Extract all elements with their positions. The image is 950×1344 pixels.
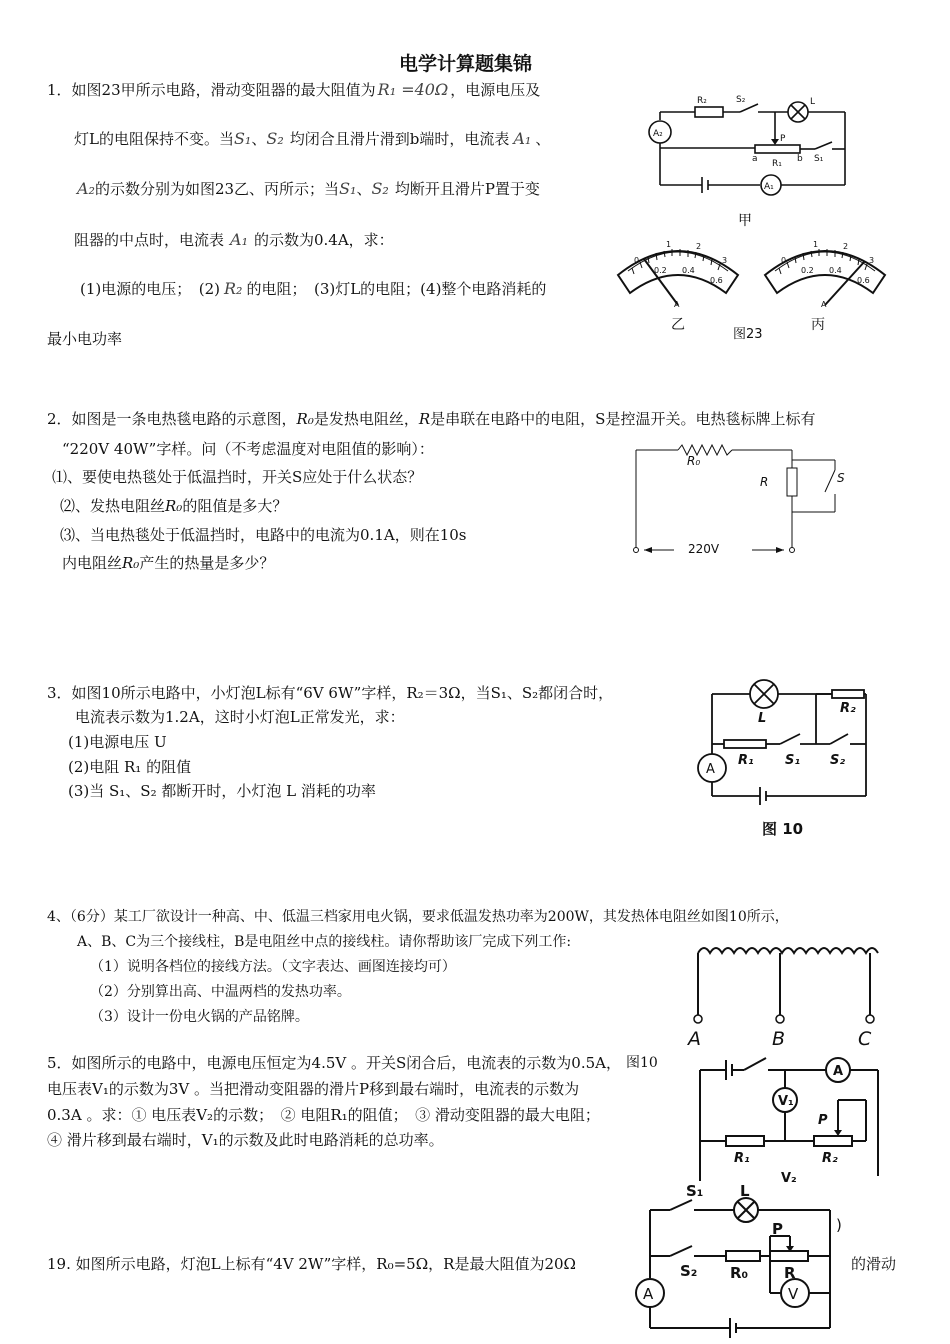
q5-line-3: 0.3A 。求：① 电压表V₂的示数； ② 电阻R₁的阻值； ③ 滑动变阻器的最大电阻； xyxy=(47,1106,600,1124)
bing-tick-06: 0.6 xyxy=(857,276,870,285)
fig23-label-yi: 乙 xyxy=(671,317,685,333)
fig10-q3-ammeter: A xyxy=(706,762,715,777)
bing-tick-02: 0.2 xyxy=(801,266,814,275)
yi-tick-04: 0.4 xyxy=(682,266,695,275)
q3-line-4: (2)电阻 R₁ 的阻值 xyxy=(68,758,192,776)
terminal-c-label: C xyxy=(858,1028,872,1050)
fig10-q3-r1: R₁ xyxy=(738,753,754,768)
fig-q19-s2: S₂ xyxy=(680,1262,698,1280)
q4-line-3: （1）说明各档位的接线方法。（文字表达、画图连接均可） xyxy=(90,959,456,975)
q3-line-5: (3)当 S₁、S₂ 都断开时，小灯泡 L 消耗的功率 xyxy=(68,782,376,800)
bing-tick-04: 0.4 xyxy=(829,266,842,275)
fig-q19-r: R xyxy=(784,1264,796,1282)
yi-tick-2: 2 xyxy=(696,242,702,251)
fig-q5-v1: V₁ xyxy=(778,1094,794,1109)
q5-line-4: ④ 滑片移到最右端时，V₁的示数及此时电路消耗的总功率。 xyxy=(47,1131,444,1149)
q3-line-3: (1)电源电压 U xyxy=(68,733,167,751)
fig10-q3-l: L xyxy=(758,711,767,726)
q1-line-6: 最小电功率 xyxy=(47,330,123,348)
fig-q5-ammeter: A xyxy=(833,1064,844,1079)
fig-q5-r1: R₁ xyxy=(734,1151,750,1166)
q19-line-1-end: 的滑动 xyxy=(851,1255,897,1273)
q4-line-2: A、B、C为三个接线柱，B是电阻丝中点的接线柱。请你帮助该厂完成下列工作: xyxy=(77,934,572,950)
q2-line-5: ⑶、当电热毯处于低温挡时，电路中的电流为0.1A，则在10s xyxy=(60,526,467,544)
q1-line-3: A₂的示数分别为如图23乙、丙所示；当S₁、S₂ 均断开且滑片P置于变 xyxy=(77,179,540,198)
q1-line-1: 1．如图23甲所示电路，滑动变阻器的最大阻值为 R₁ =40Ω ，电源电压及 xyxy=(47,80,541,99)
fig23-label-l: L xyxy=(810,97,816,107)
q4-line-5: （3）设计一份电火锅的产品铭牌。 xyxy=(90,1009,309,1025)
fig-blanket-r0: R₀ xyxy=(687,454,701,468)
fig-blanket-s: S xyxy=(837,471,845,485)
fig-q5-r2: R₂ xyxy=(822,1151,838,1166)
yi-tick-1: 1 xyxy=(666,240,672,249)
fig23-label-p: P xyxy=(780,134,786,144)
fig-q5-p: P xyxy=(818,1113,828,1128)
yi-tick-06: 0.6 xyxy=(710,276,723,285)
fig10-q3-s1: S₁ xyxy=(785,753,801,768)
q2-line-3: ⑴、要使电热毯处于低温挡时，开关S应处于什么状态？ xyxy=(52,468,423,486)
fig-q19-l: L xyxy=(740,1182,750,1200)
fig10-caption-overlay: 图10 xyxy=(626,1055,658,1071)
q1-line-2: 灯L的电阻保持不变。当S₁、S₂ 均闭合且滑片滑到b端时，电流表 A₁ 、 xyxy=(74,129,551,148)
yi-unit: A xyxy=(674,300,680,309)
fig23-label-b: b xyxy=(797,154,803,164)
yi-tick-3: 3 xyxy=(722,256,728,265)
fig-q19-p: P xyxy=(772,1220,783,1238)
fig23-caption: 图23 xyxy=(733,327,763,342)
bing-tick-2: 2 xyxy=(843,242,849,251)
ammeter-bing xyxy=(765,240,885,333)
fig23-label-r1: R₁ xyxy=(772,159,782,169)
fig10-q3-r2: R₂ xyxy=(840,701,856,716)
yi-tick-0: 0 xyxy=(634,256,640,265)
fig23-label-a2: A₂ xyxy=(653,129,663,139)
yi-tick-02: 0.2 xyxy=(654,266,667,275)
fig-q19-s1: S₁ xyxy=(686,1182,704,1200)
fig-q19-ammeter: A xyxy=(643,1285,654,1303)
q3-line-1: 3．如图10所示电路中，小灯泡L标有“6V 6W”字样，R₂＝3Ω，当S₁、S₂都闭合时， xyxy=(47,684,614,702)
bing-tick-1: 1 xyxy=(813,240,819,249)
fig23-label-bing: 丙 xyxy=(811,317,825,333)
fig-q5-v2: V₂ xyxy=(781,1171,797,1186)
fig10-q3-s2: S₂ xyxy=(830,753,846,768)
fig23-label-a1: A₁ xyxy=(764,182,774,192)
fig23-label-jia: 甲 xyxy=(738,213,752,229)
q1-line-5: (1)电源的电压； (2) R₂ 的电阻； (3)灯L的电阻；(4)整个电路消耗的 xyxy=(80,279,547,298)
bing-tick-0: 0 xyxy=(781,256,787,265)
q1-line-4: 阻器的中点时，电流表 A₁ 的示数为0.4A，求： xyxy=(74,230,394,249)
figure-q19 xyxy=(630,1178,850,1344)
fig10-q3-caption: 图 10 xyxy=(762,820,804,838)
bing-unit: A xyxy=(821,300,827,309)
figure-10-heating-wire xyxy=(680,935,900,1055)
page-title: 电学计算题集锦 xyxy=(399,53,533,75)
bing-tick-3: 3 xyxy=(869,256,875,265)
terminal-b-label: B xyxy=(772,1028,786,1050)
q2-line-6: 内电阻丝R₀产生的热量是多少？ xyxy=(62,554,275,572)
q19-line-1: 19. 如图所示电路，灯泡L上标有“4V 2W”字样，R₀=5Ω，R是最大阻值为20Ω xyxy=(47,1255,576,1273)
q5-line-2: 电压表V₁的示数为3V 。当把滑动变阻器的滑片P移到最右端时，电流表的示数为 xyxy=(47,1080,580,1098)
figure-q5 xyxy=(690,1046,890,1186)
q4-line-1: 4、（6分）某工厂欲设计一种高、中、低温三档家用电火锅，要求低温发热功率为200W，其发热体电阻丝如图10所示， xyxy=(47,909,789,925)
q3-line-2: 电流表示数为1.2A，这时小灯泡L正常发光，求： xyxy=(75,708,405,726)
q2-line-1: 2．如图是一条电热毯电路的示意图，R₀是发热电阻丝，R是串联在电路中的电阻，S是控温开关。电热毯标牌上标有 xyxy=(47,410,816,428)
fig-q19-r0: R₀ xyxy=(730,1264,749,1282)
ammeter-yi xyxy=(618,240,738,333)
fig23-label-s1: S₁ xyxy=(814,154,824,164)
fig-blanket-voltage: 220V xyxy=(688,542,720,556)
fig23-label-s2: S₂ xyxy=(736,95,746,105)
q4-line-4: （2）分别算出高、中温两档的发热功率。 xyxy=(90,984,351,1000)
fig-blanket-r: R xyxy=(760,475,769,489)
fig23-label-a: a xyxy=(752,154,758,164)
terminal-a-label: A xyxy=(688,1028,701,1050)
q5-line-1: 5．如图所示的电路中，电源电压恒定为4.5V 。开关S闭合后，电流表的示数为0.5A， xyxy=(47,1054,621,1072)
figure-10-q3 xyxy=(690,672,890,842)
fig23-label-r2: R₂ xyxy=(697,96,707,106)
fig-q19-paren: ) xyxy=(836,1216,842,1234)
figure-electric-blanket xyxy=(630,440,850,560)
q2-line-4: ⑵、发热电阻丝R₀的阻值是多大？ xyxy=(60,497,288,515)
fig-q19-voltmeter: V xyxy=(788,1285,799,1303)
figure-23 xyxy=(600,90,890,345)
q2-line-2: “220V 40W”字样。问（不考虑温度对电阻值的影响）： xyxy=(62,440,434,458)
